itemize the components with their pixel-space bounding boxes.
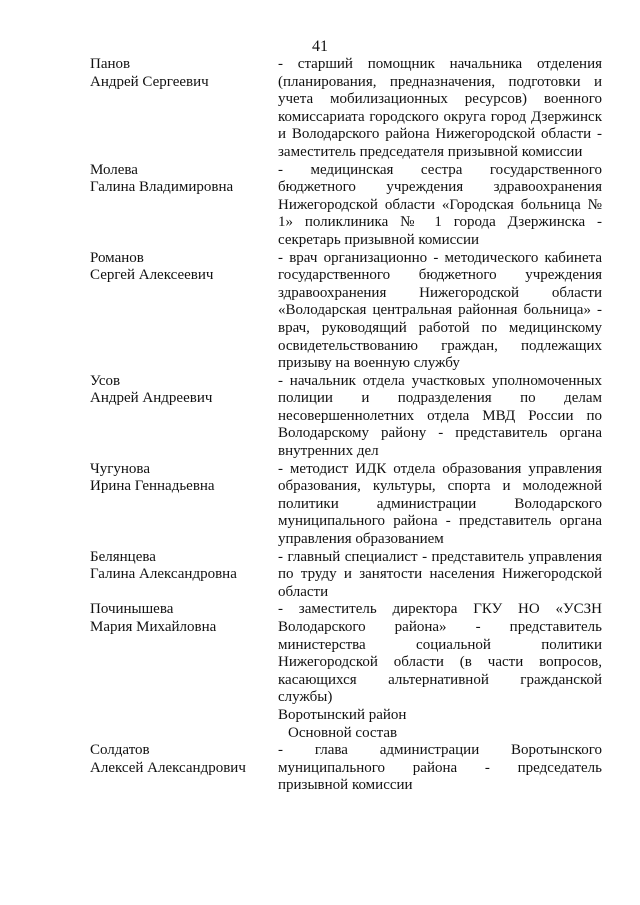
member-row (90, 461, 602, 549)
member-name (90, 250, 278, 373)
member-given-names: Алексей Александрович (90, 759, 246, 776)
member-role: - начальник отдела участковых уполномоченных полиции и подразделения по делам несовершеннолетних отдела МВД России по Володарскому району - представитель органа внутренних дел (278, 372, 602, 460)
commission-list (90, 56, 602, 795)
member-name (90, 373, 278, 461)
member-surname: Романов (90, 249, 144, 266)
member-surname: Солдатов (90, 742, 150, 759)
subsection-heading: Основной состав (288, 724, 398, 741)
member-row (90, 601, 602, 707)
member-surname: Чугунова (90, 460, 150, 477)
member-given-names: Ирина Геннадьевна (90, 478, 215, 495)
member-role: - методист ИДК отдела образования управления образования, культуры, спорта и молодежной политики администрации Володарского муниципального района - представитель органа управления образованием (278, 460, 602, 548)
member-surname: Усов (90, 372, 121, 389)
member-role: - глава администрации Воротынского муниципального района - председатель призывной комиссии (278, 742, 602, 794)
member-row (90, 373, 602, 461)
member-surname: Молева (90, 161, 138, 178)
page-number: 41 (312, 38, 328, 55)
member-name (90, 56, 278, 162)
member-role: - врач организационно - методического кабинета государственного бюджетного учреждения здравоохранения Нижегородской области «Володарская центральная районная больница» - врач, руководящий работой по медицинскому освидетельствованию граждан, подлежащих призыву на военную службу (278, 249, 602, 372)
member-row (90, 742, 602, 795)
member-row (90, 56, 602, 162)
member-surname: Панов (90, 56, 131, 72)
member-surname: Починышева (90, 601, 174, 618)
member-row (90, 162, 602, 250)
district-heading: Воротынский район (278, 706, 407, 723)
member-role: - заместитель директора ГКУ НО «УСЗН Володарского района» - представитель министерства социальной политики Нижегородской области (в части вопросов, касающихся альтернативной гражданской службы) (278, 601, 602, 706)
member-name (90, 601, 278, 707)
member-given-names: Мария Михайловна (90, 619, 217, 635)
member-name (90, 549, 278, 602)
member-given-names: Андрей Андреевич (90, 390, 213, 407)
member-given-names: Андрей Сергеевич (90, 73, 209, 90)
member-row (90, 549, 602, 602)
member-given-names: Сергей Алексеевич (90, 267, 214, 284)
member-name (90, 461, 278, 549)
member-name (90, 162, 278, 250)
member-role: - старший помощник начальника отделения (планирования, предназначения, подготовки и учета мобилизационных ресурсов) военного комиссариата городского округа город Дзержинск и Володарского района Нижегородской области - заместитель председателя призывной комиссии (278, 56, 602, 160)
member-name (90, 742, 278, 795)
member-role: - медицинская сестра государственного бюджетного учреждения здравоохранения Нижегородской области «Городская больница № 1» поликлиника № 1 города Дзержинска - секретарь призывной комиссии (278, 161, 602, 248)
member-row (90, 250, 602, 373)
member-given-names: Галина Владимировна (90, 179, 234, 196)
member-role: - главный специалист - представитель управления по труду и занятости населения Нижегородской области (278, 548, 602, 600)
member-surname: Белянцева (90, 548, 156, 565)
member-given-names: Галина Александровна (90, 566, 237, 583)
